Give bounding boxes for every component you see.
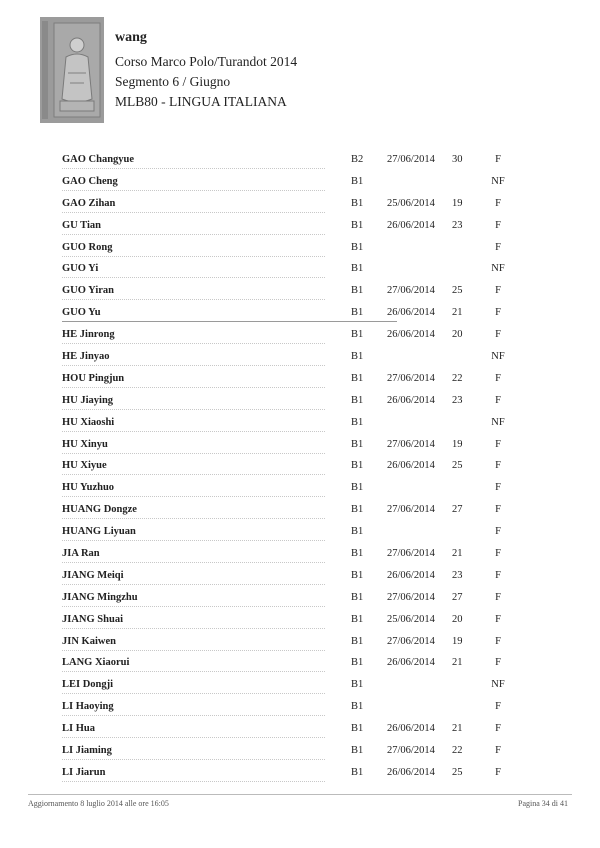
exam-date: 26/06/2014 xyxy=(387,460,435,472)
exam-date: 27/06/2014 xyxy=(387,372,435,384)
row-underline xyxy=(62,518,325,519)
score-cell: 22 xyxy=(452,372,463,384)
level-cell: B1 xyxy=(351,504,364,516)
update-timestamp: Aggiornamento 8 luglio 2014 alle ore 16:05 xyxy=(28,799,169,808)
page-number: Pagina 34 di 41 xyxy=(518,799,568,808)
student-name: LI Jiarun xyxy=(62,766,106,778)
level-cell: B1 xyxy=(351,635,364,647)
student-row xyxy=(62,544,512,566)
segment-label: Segmento 6 / Giugno xyxy=(115,74,231,89)
score-cell: 25 xyxy=(452,460,463,472)
grade-cell: F xyxy=(495,591,501,603)
grade-cell: NF xyxy=(491,175,505,187)
student-name: GUO Yi xyxy=(62,263,99,275)
score-cell: 19 xyxy=(452,635,463,647)
student-row xyxy=(62,435,512,457)
level-cell: B1 xyxy=(351,613,364,625)
row-underline xyxy=(62,431,325,432)
exam-date: 27/06/2014 xyxy=(387,548,435,560)
level-cell: B1 xyxy=(351,723,364,735)
score-cell: 23 xyxy=(452,569,463,581)
grade-cell: F xyxy=(495,219,501,231)
student-name: HUANG Dongze xyxy=(62,504,137,516)
student-row xyxy=(62,500,512,522)
student-row xyxy=(62,194,512,216)
level-cell: B1 xyxy=(351,438,364,450)
student-name: GUO Yiran xyxy=(62,285,115,297)
exam-date: 27/06/2014 xyxy=(387,635,435,647)
student-row xyxy=(62,588,512,610)
level-cell: B1 xyxy=(351,175,364,187)
row-underline xyxy=(62,540,325,541)
exam-date: 27/06/2014 xyxy=(387,504,435,516)
exam-date: 26/06/2014 xyxy=(387,307,435,319)
level-cell: B1 xyxy=(351,482,364,494)
level-cell: B1 xyxy=(351,766,364,778)
level-cell: B1 xyxy=(351,460,364,472)
student-row xyxy=(62,456,512,478)
row-underline xyxy=(62,168,325,169)
student-row xyxy=(62,478,512,500)
level-cell: B1 xyxy=(351,263,364,275)
level-cell: B1 xyxy=(351,657,364,669)
grade-cell: F xyxy=(495,723,501,735)
student-row xyxy=(62,391,512,413)
level-cell: B1 xyxy=(351,394,364,406)
student-list xyxy=(62,150,512,785)
level-cell: B1 xyxy=(351,591,364,603)
student-name: LI Jiaming xyxy=(62,745,112,757)
student-row xyxy=(62,741,512,763)
level-cell: B1 xyxy=(351,329,364,341)
score-cell: 21 xyxy=(452,307,463,319)
level-cell: B1 xyxy=(351,569,364,581)
grade-cell: F xyxy=(495,701,501,713)
score-cell: 27 xyxy=(452,504,463,516)
row-underline xyxy=(62,234,325,235)
student-row xyxy=(62,216,512,238)
student-row xyxy=(62,281,512,303)
score-cell: 23 xyxy=(452,219,463,231)
row-underline xyxy=(62,693,325,694)
student-name: HE Jinyao xyxy=(62,351,110,363)
row-underline xyxy=(62,562,325,563)
row-underline xyxy=(62,453,325,454)
score-cell: 23 xyxy=(452,394,463,406)
score-cell: 21 xyxy=(452,723,463,735)
exam-date: 26/06/2014 xyxy=(387,394,435,406)
row-underline xyxy=(62,628,325,629)
row-underline xyxy=(62,606,325,607)
score-cell: 21 xyxy=(452,657,463,669)
grade-cell: F xyxy=(495,241,501,253)
score-cell: 19 xyxy=(452,438,463,450)
exam-date: 25/06/2014 xyxy=(387,197,435,209)
level-cell: B2 xyxy=(351,154,364,165)
row-underline xyxy=(62,474,325,475)
grade-cell: F xyxy=(495,197,501,209)
student-name: JIN Kaiwen xyxy=(62,635,116,647)
level-cell: B1 xyxy=(351,526,364,538)
score-cell: 27 xyxy=(452,591,463,603)
grade-cell: F xyxy=(495,526,501,538)
grade-cell: F xyxy=(495,613,501,625)
exam-date: 27/06/2014 xyxy=(387,438,435,450)
score-cell: 21 xyxy=(452,548,463,560)
grade-cell: F xyxy=(495,285,501,297)
level-cell: B1 xyxy=(351,745,364,757)
student-row xyxy=(62,369,512,391)
student-name: HU Yuzhuo xyxy=(62,482,115,494)
grade-cell: F xyxy=(495,438,501,450)
student-row xyxy=(62,150,512,172)
level-cell: B1 xyxy=(351,679,364,691)
student-name: HU Xiyue xyxy=(62,460,107,472)
exam-date: 27/06/2014 xyxy=(387,285,435,297)
student-name: HU Jiaying xyxy=(62,394,114,406)
exam-date: 26/06/2014 xyxy=(387,569,435,581)
student-name: GAO Changyue xyxy=(62,154,135,165)
grade-cell: F xyxy=(495,657,501,669)
course-name: Corso Marco Polo/Turandot 2014 xyxy=(115,54,298,69)
row-underline xyxy=(62,321,397,322)
student-name: HUANG Liyuan xyxy=(62,526,136,538)
level-cell: B1 xyxy=(351,197,364,209)
row-underline xyxy=(62,387,325,388)
teacher-name: wang xyxy=(115,30,147,45)
exam-date: 26/06/2014 xyxy=(387,329,435,341)
university-seal-logo xyxy=(40,17,104,123)
row-underline xyxy=(62,759,325,760)
student-name: JIANG Shuai xyxy=(62,613,123,625)
score-cell: 20 xyxy=(452,613,463,625)
exam-date: 27/06/2014 xyxy=(387,154,435,165)
row-underline xyxy=(62,299,325,300)
subject-label: MLB80 - LINGUA ITALIANA xyxy=(115,94,287,109)
row-underline xyxy=(62,277,325,278)
student-row xyxy=(62,610,512,632)
student-row xyxy=(62,172,512,194)
row-underline xyxy=(62,715,325,716)
student-name: JIA Ran xyxy=(62,548,100,560)
grade-cell: NF xyxy=(491,679,505,691)
student-row xyxy=(62,303,512,325)
level-cell: B1 xyxy=(351,285,364,297)
score-cell: 25 xyxy=(452,285,463,297)
grade-cell: F xyxy=(495,307,501,319)
student-name: LANG Xiaorui xyxy=(62,657,130,669)
score-cell: 22 xyxy=(452,745,463,757)
grade-cell: F xyxy=(495,766,501,778)
grade-cell: NF xyxy=(491,416,505,428)
student-row xyxy=(62,259,512,281)
exam-date: 26/06/2014 xyxy=(387,657,435,669)
level-cell: B1 xyxy=(351,372,364,384)
grade-cell: NF xyxy=(491,263,505,275)
student-row xyxy=(62,653,512,675)
student-row xyxy=(62,325,512,347)
student-name: LI Hua xyxy=(62,723,95,735)
footer-divider xyxy=(28,794,572,795)
grade-cell: F xyxy=(495,635,501,647)
grade-cell: F xyxy=(495,460,501,472)
row-underline xyxy=(62,190,325,191)
student-row xyxy=(62,238,512,260)
student-name: LI Haoying xyxy=(62,701,114,713)
student-name: GU Tian xyxy=(62,219,102,231)
level-cell: B1 xyxy=(351,416,364,428)
score-cell: 30 xyxy=(452,154,463,165)
score-cell: 20 xyxy=(452,329,463,341)
student-name: HOU Pingjun xyxy=(62,372,125,384)
row-underline xyxy=(62,781,325,782)
exam-date: 26/06/2014 xyxy=(387,766,435,778)
row-underline xyxy=(62,671,325,672)
student-name: HE Jinrong xyxy=(62,329,115,341)
student-row xyxy=(62,719,512,741)
row-underline xyxy=(62,584,325,585)
student-name: GAO Zihan xyxy=(62,197,116,209)
exam-date: 27/06/2014 xyxy=(387,745,435,757)
grade-cell: NF xyxy=(491,351,505,363)
level-cell: B1 xyxy=(351,548,364,560)
level-cell: B1 xyxy=(351,351,364,363)
exam-date: 26/06/2014 xyxy=(387,723,435,735)
student-name: GUO Yu xyxy=(62,307,101,319)
exam-date: 27/06/2014 xyxy=(387,591,435,603)
student-row xyxy=(62,763,512,785)
row-underline xyxy=(62,496,325,497)
level-cell: B1 xyxy=(351,307,364,319)
grade-cell: F xyxy=(495,504,501,516)
level-cell: B1 xyxy=(351,241,364,253)
student-name: HU Xiaoshi xyxy=(62,416,115,428)
grade-cell: F xyxy=(495,745,501,757)
student-name: GAO Cheng xyxy=(62,175,118,187)
row-underline xyxy=(62,365,325,366)
grade-cell: F xyxy=(495,569,501,581)
grade-cell: F xyxy=(495,372,501,384)
row-underline xyxy=(62,256,325,257)
student-row xyxy=(62,413,512,435)
student-name: JIANG Meiqi xyxy=(62,569,124,581)
row-underline xyxy=(62,212,325,213)
grade-cell: F xyxy=(495,329,501,341)
exam-date: 25/06/2014 xyxy=(387,613,435,625)
grade-cell: F xyxy=(495,394,501,406)
student-name: GUO Rong xyxy=(62,241,113,253)
score-cell: 19 xyxy=(452,197,463,209)
level-cell: B1 xyxy=(351,219,364,231)
student-name: LEI Dongji xyxy=(62,679,114,691)
row-underline xyxy=(62,343,325,344)
document-header xyxy=(115,28,297,112)
student-row xyxy=(62,632,512,654)
grade-cell: F xyxy=(495,548,501,560)
row-underline xyxy=(62,650,325,651)
row-underline xyxy=(62,409,325,410)
student-row xyxy=(62,675,512,697)
exam-date: 26/06/2014 xyxy=(387,219,435,231)
student-row xyxy=(62,522,512,544)
student-row xyxy=(62,347,512,369)
student-row xyxy=(62,697,512,719)
student-row xyxy=(62,566,512,588)
grade-cell: F xyxy=(495,154,501,165)
row-underline xyxy=(62,737,325,738)
student-name: HU Xinyu xyxy=(62,438,108,450)
grade-cell: F xyxy=(495,482,501,494)
student-name: JIANG Mingzhu xyxy=(62,591,138,603)
level-cell: B1 xyxy=(351,701,364,713)
score-cell: 25 xyxy=(452,766,463,778)
